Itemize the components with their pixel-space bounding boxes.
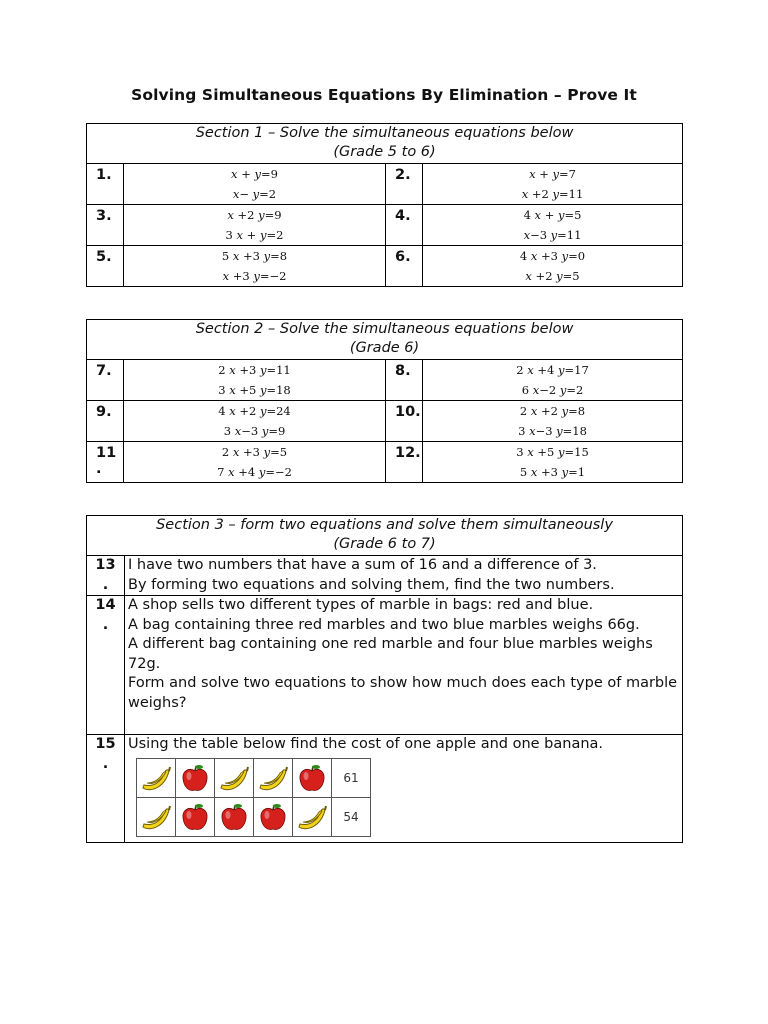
question-number: 3. bbox=[87, 205, 124, 246]
page-title: Solving Simultaneous Equations By Elimination – Prove It bbox=[131, 86, 637, 104]
banana-cell bbox=[293, 798, 332, 837]
section-1-heading: Section 1 – Solve the simultaneous equations below bbox=[195, 125, 574, 141]
section-1-row bbox=[87, 164, 683, 205]
apple-icon bbox=[257, 801, 289, 833]
equation-2: 6 x−2 y=2 bbox=[521, 383, 584, 397]
banana-cell bbox=[215, 759, 254, 798]
section-3-grade: (Grade 6 to 7) bbox=[333, 536, 436, 552]
section-1-row bbox=[87, 205, 683, 246]
apple-cell bbox=[293, 759, 332, 798]
equation-1: 4 x + y=5 bbox=[523, 208, 582, 222]
fruit-row bbox=[137, 798, 371, 837]
equation-1: x + y=7 bbox=[529, 167, 576, 181]
equation-2: 3 x + y=2 bbox=[225, 228, 284, 242]
q14-line: A shop sells two different types of marble in bags: red and blue. bbox=[128, 597, 594, 613]
equation-pair bbox=[423, 246, 683, 287]
equation-1: 4 x +3 y=0 bbox=[519, 249, 586, 263]
equation-2: x +3 y=−2 bbox=[222, 269, 287, 283]
question-number: 4. bbox=[386, 205, 423, 246]
equation-1: 4 x +2 y=24 bbox=[218, 404, 291, 418]
row-total: 54 bbox=[332, 798, 371, 837]
q13-line: I have two numbers that have a sum of 16 and a difference of 3. bbox=[128, 557, 597, 573]
apple-icon bbox=[179, 801, 211, 833]
section-2-row bbox=[87, 442, 683, 483]
fruit-row bbox=[137, 759, 371, 798]
section-2-row bbox=[87, 360, 683, 401]
q14-line: Form and solve two equations to show how much does each type of marble weighs? bbox=[128, 675, 678, 711]
equation-pair bbox=[124, 205, 386, 246]
q15-line: Using the table below find the cost of one apple and one banana. bbox=[128, 736, 604, 752]
equation-1: x + y=9 bbox=[231, 167, 278, 181]
question-13-text bbox=[125, 556, 683, 596]
section-2-heading: Section 2 – Solve the simultaneous equations below bbox=[195, 321, 574, 337]
fruit-price-table bbox=[136, 758, 371, 837]
q14-line: A bag containing three red marbles and two blue marbles weighs 66g. bbox=[128, 616, 640, 633]
question-number: 11 . bbox=[87, 442, 124, 483]
section-1-table bbox=[86, 123, 683, 287]
question-number: 7. bbox=[87, 360, 124, 401]
equation-1: 2 x +3 y=5 bbox=[221, 445, 288, 459]
equation-pair bbox=[423, 360, 683, 401]
equation-pair bbox=[423, 442, 683, 483]
apple-cell bbox=[215, 798, 254, 837]
question-number: 5. bbox=[87, 246, 124, 287]
section-1-grade: (Grade 5 to 6) bbox=[333, 144, 436, 160]
section-2-grade: (Grade 6) bbox=[349, 340, 420, 356]
apple-cell bbox=[176, 759, 215, 798]
section-2-header bbox=[87, 320, 683, 360]
equation-2: x−3 y=11 bbox=[523, 228, 582, 242]
question-14-row bbox=[87, 596, 683, 735]
equation-1: 5 x +3 y=8 bbox=[221, 249, 288, 263]
q14-line: A different bag containing one red marble and four blue marbles weighs 72g. bbox=[128, 636, 653, 672]
section-3-header bbox=[87, 516, 683, 556]
question-number: 2. bbox=[386, 164, 423, 205]
equation-pair bbox=[124, 246, 386, 287]
question-13-row bbox=[87, 556, 683, 596]
question-number: 1. bbox=[87, 164, 124, 205]
section-1-header bbox=[87, 124, 683, 164]
question-14-text bbox=[125, 596, 683, 735]
equation-pair bbox=[423, 205, 683, 246]
equation-1: 2 x +2 y=8 bbox=[519, 404, 586, 418]
apple-icon bbox=[218, 801, 250, 833]
row-total: 61 bbox=[332, 759, 371, 798]
equation-1: x +2 y=9 bbox=[227, 208, 282, 222]
equation-2: 3 x−3 y=18 bbox=[518, 424, 587, 438]
equation-pair bbox=[423, 164, 683, 205]
section-2-table bbox=[86, 319, 683, 483]
equation-2: 7 x +4 y=−2 bbox=[217, 465, 292, 479]
banana-icon bbox=[139, 800, 173, 834]
question-number: 15 . bbox=[87, 735, 125, 843]
question-number: 14 . bbox=[87, 596, 125, 735]
equation-pair bbox=[124, 164, 386, 205]
equation-pair bbox=[423, 401, 683, 442]
equation-1: 2 x +3 y=11 bbox=[218, 363, 291, 377]
equation-2: x +2 y=11 bbox=[521, 187, 584, 201]
equation-pair bbox=[124, 442, 386, 483]
banana-icon bbox=[295, 800, 329, 834]
apple-icon bbox=[296, 762, 328, 794]
banana-icon bbox=[256, 761, 290, 795]
section-3-heading: Section 3 – form two equations and solve them simultaneously bbox=[156, 517, 613, 533]
section-2-row bbox=[87, 401, 683, 442]
equation-pair bbox=[124, 360, 386, 401]
apple-cell bbox=[254, 798, 293, 837]
banana-cell bbox=[137, 798, 176, 837]
equation-pair bbox=[124, 401, 386, 442]
question-number: 6. bbox=[386, 246, 423, 287]
apple-icon bbox=[179, 762, 211, 794]
question-number: 13 . bbox=[87, 556, 125, 596]
question-number: 12. bbox=[386, 442, 423, 483]
q13-line: By forming two equations and solving them, find the two numbers. bbox=[128, 576, 615, 593]
equation-2: 5 x +3 y=1 bbox=[519, 465, 586, 479]
banana-cell bbox=[254, 759, 293, 798]
equation-1: 3 x +5 y=15 bbox=[516, 445, 589, 459]
banana-icon bbox=[139, 761, 173, 795]
section-1-row bbox=[87, 246, 683, 287]
question-number: 10. bbox=[386, 401, 423, 442]
equation-2: x− y=2 bbox=[232, 187, 277, 201]
equation-2: 3 x−3 y=9 bbox=[223, 424, 286, 438]
equation-2: 3 x +5 y=18 bbox=[218, 383, 291, 397]
banana-icon bbox=[217, 761, 251, 795]
banana-cell bbox=[137, 759, 176, 798]
question-number: 8. bbox=[386, 360, 423, 401]
equation-2: x +2 y=5 bbox=[525, 269, 580, 283]
equation-1: 2 x +4 y=17 bbox=[516, 363, 589, 377]
question-number: 9. bbox=[87, 401, 124, 442]
apple-cell bbox=[176, 798, 215, 837]
